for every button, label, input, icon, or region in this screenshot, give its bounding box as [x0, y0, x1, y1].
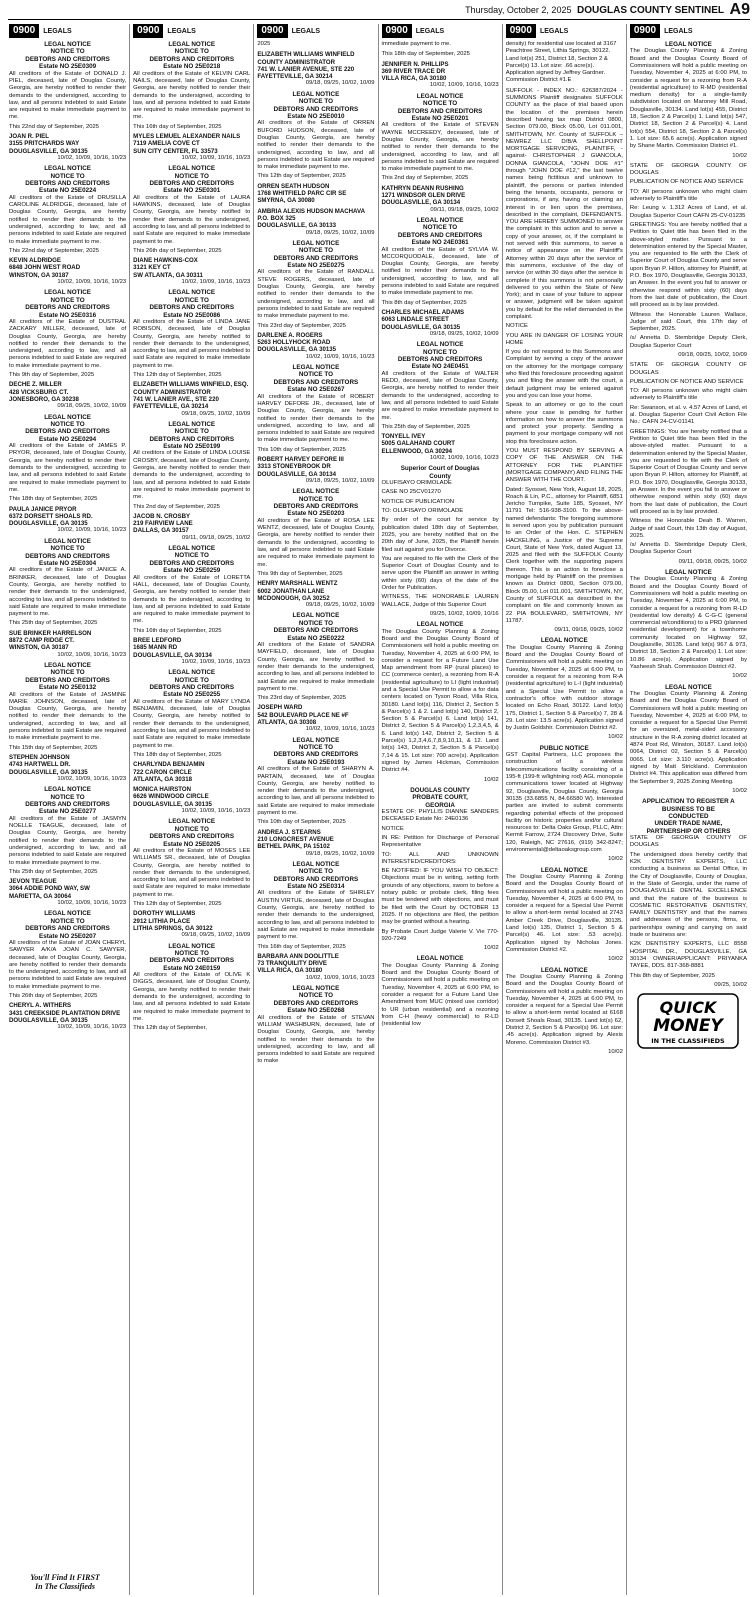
notice-paragraph: The Douglas County Planning & Zoning Board and the Douglas County Board of Commissioners will hold a public meeting on Tuesday, November 4, 2025 at 6:00 PM, to consider a request for a Special Use Permit for an oversized, metal-sided accessory structure in the R-A zoning district located at 4874 Post Rd, Winston, 30187. Land lot(s) 0064, District 02, Section 5 & Parcel(s) 0065. Lot size: 3.110 acre(s). Application signed by Matt Strickland. Commission District #4. This application was differed from the September 9, 2025 Zoning Meeting.	[629, 690, 748, 785]
notice-paragraph: This 12th day of September, 2025	[133, 901, 222, 908]
legal-notice	[382, 217, 499, 338]
notice-paragraph: All creditors of the Estate of JASMINE MARIE JOHNSON, deceased, late of Douglas County, Georgia, are hereby notified to render their demands to the undersigned, according to law, and all persons indebted to said Estate are required to make immediate payment to me.	[9, 691, 127, 742]
notice-paragraph: By order of the court for service by publication dated 18th day of September, 2025, you are hereby notified that on the 20th day of June, 2025, the Plaintiff herein filed suit against you for Divorce.	[381, 517, 499, 553]
notice-paragraph: STATE OF GEORGIA COUNTY OF DOUGLAS	[629, 835, 748, 849]
notice-paragraph: /s/ Annetta D. Stembridge Deputy Clerk, Douglas Superior Court	[629, 335, 748, 349]
notice-paragraph: PUBLICATION OF NOTICE AND SERVICE	[629, 378, 744, 385]
notice-paragraph: Re: Swanson, et al. v. 4.57 Acres of Land, et al. Douglas Superior Court Civil Action File No.: CAFN 24-CV-01141	[629, 404, 748, 426]
notice-paragraph: All creditors of the Estate of LINDA LOUISE CROSBY, deceased, late of Douglas County, Georgia, are hereby notified to render their demands to the undersigned, according to law, and all persons indebted to said Estate are required to make immediate payment to me.	[133, 450, 251, 501]
legal-notice	[257, 91, 374, 205]
logo-word: QUICK	[660, 998, 717, 1018]
section-header	[630, 24, 747, 38]
section-label: LEGALS	[415, 27, 445, 35]
notice-heading: LEGAL NOTICE NOTICE TO DEBTORS AND CREDITORS Estate NO 25E0294	[25, 413, 110, 443]
notice-heading: LEGAL NOTICE NOTICE TO DEBTORS AND CREDITORS Estate NO 24E0159	[149, 942, 235, 972]
notice-signature: KATHRYN DEANN RUSHING 1271 WINDSOR GLEN DRIVE DOUGLASVILLE, GA 30134	[381, 184, 466, 207]
notice-heading: LEGAL NOTICE NOTICE TO DEBTORS AND CREDITORS Estate NO 25E0203	[273, 488, 359, 518]
publication-dates: 09/18, 09/25, 10/02, 10/09	[305, 602, 375, 609]
publication-dates: 10/02, 10/09, 10/16, 10/23	[429, 455, 499, 462]
notice-paragraph: This 8th day of September, 2025	[381, 299, 467, 306]
notice-paragraph: The Douglas County Planning & Zoning Board and the Douglas County Board of Commissioners will hold a public meeting on Tuesday, November 4, 2025 at 6:00 PM, to consider a request for a Future Land Use Amendment from MUC (mixed use corridor) to UR (urban residential) and a rezoning from C-H (heavy commercial) to R-LD (residential low	[381, 962, 499, 1028]
notice-paragraph: All creditors of the Estate of ROSA LEE WENTZ, deceased, late of Douglas County, Georgia, are hereby notified to render their demands to the undersigned, according to law, and all persons indebted to said Estate are required to make immediate payment to me.	[257, 517, 375, 568]
notice-paragraph: All creditors of the Estate of DRUSILLA CAROLINE ALDRIDGE, deceased, late of Douglas County, Georgia, are hereby notified to render their demands to the undersigned, according to law, and all persons indebted to said Estate are required to make immediate payment to me.	[9, 194, 127, 245]
notice-paragraph: All creditors of the Estate of SANDRA MAYFIELD, deceased, late of Douglas County, Georgia, are hereby notified to render their demands to the undersigned, according to law, and all persons indebted to said Estate are required to make immediate payment to me.	[257, 642, 375, 692]
notice-paragraph: All creditors of the Estate of MARY LYNDA BENJAMIN, deceased, late of Douglas County, Georgia, are hereby notified to render their demands to the undersigned, according to law, and all persons indebted to said Estate are required to make immediate payment to me.	[133, 698, 251, 749]
publication-dates: 09/18, 09/25, 10/02, 10/09	[429, 330, 499, 337]
legals-columns	[6, 24, 750, 1595]
legal-notice	[382, 621, 499, 784]
notice-heading: LEGAL NOTICE	[416, 621, 464, 629]
notice-signature: JENNIFER N. PHILLIPS 369 RIVER TRACE DR VILLA RICA, GA 30180	[381, 60, 449, 83]
notice-heading: LEGAL NOTICE NOTICE TO DEBTORS AND CREDITORS Estate NO 24E0451	[397, 341, 483, 371]
notice-paragraph: OLUFISAYO ORIMOLADE	[381, 480, 452, 487]
notice-heading: LEGAL NOTICE NOTICE TO DEBTORS AND CREDITORS Estate NO 25E0201	[397, 92, 483, 122]
notice-paragraph: TO: OLUFISAYO ORIMOLADE	[381, 508, 464, 515]
notice-paragraph: STATE OF GEORGIA COUNTY OF DOUGLAS	[629, 162, 748, 177]
legal-notice	[382, 51, 499, 89]
section-code: 0900	[382, 24, 412, 38]
section-header	[382, 24, 499, 38]
notice-heading: LEGAL NOTICE	[665, 569, 712, 576]
notice-paragraph: You are required to file with the Clerk of the Superior Court of Douglas County and to serve upon the Plaintiff an answer in writing within sixty (60) days of the date of the Order for Publication.	[381, 555, 499, 592]
notice-paragraph: The Douglas County Planning & Zoning Board and the Douglas County Board of Commissioners will hold a public meeting on Tuesday, November 4, 2025 at 6:00 PM, to consider a request for a rezoning from R-A (residential agriculture) to L-I (light industrial) and a Special Use Permit to allow a contractor's office with outdoor storage located on Echo Road, 30122. Land lot(s) 175, District 1, Section 5 & Parcel(s) 7, 28 & 29. Lot size: 13.5 acre(s). Application signed by Justin Goldshir. Commission District #2.	[505, 644, 623, 732]
notice-paragraph: This 25th day of September, 2025	[9, 868, 98, 875]
continued-text: immediate payment to me.	[381, 41, 451, 47]
legal-notice	[630, 798, 747, 989]
notice-paragraph: All creditors of the Estate of LORETTA HALL, deceased, late of Douglas County, Georgia, are hereby notified to render their demands to the undersigned, according to law, and all persons indebted to said Estate are required to make immediate payment to me.	[133, 574, 251, 625]
legal-notice	[382, 465, 499, 618]
notice-paragraph: This 12th day of September, 2025	[133, 372, 222, 379]
notice-paragraph: This 18th day of September, 2025	[381, 51, 470, 58]
notice-paragraph: TO: ALL AND UNKNOWN INTERESTED/CREDITORS:	[381, 851, 499, 865]
notice-paragraph: All creditors of the Estate of SHARYN A. PARTAIN, deceased, late of Douglas County, Georgia, are hereby notified to render their demands to the undersigned, according to law, and all persons indebted to said Estate are required to make immediate payment to me.	[257, 766, 375, 817]
notice-paragraph: All creditors of the Estate of JAMES P. PRYOR, deceased, late of Douglas County, Georgia, are hereby notified to render their demands to the undersigned, according to law, and all persons indebted to said Estate are required to make immediate payment to me.	[9, 443, 127, 493]
legal-notice	[257, 612, 374, 733]
publication-dates: 10/02, 10/09, 10/16, 10/23	[305, 974, 375, 981]
notice-paragraph: NOTICE	[381, 825, 404, 832]
notice-heading: LEGAL NOTICE NOTICE TO DEBTORS AND CREDITORS Estate NO 25E0275	[273, 239, 359, 270]
notice-heading: LEGAL NOTICE NOTICE TO DEBTORS AND CREDITORS Estate NO 25E0316	[25, 289, 110, 319]
legal-notice	[9, 289, 126, 410]
notice-paragraph: All creditors of the Estate of RANDALL STEVE ROGERS, deceased, late of Douglas County, Georgia, are hereby notified to render their demands to the undersigned, according to law, and all persons indebted to said Estate are required to make immediate payment to me.	[257, 269, 375, 320]
publication-dates: 09/11, 09/18, 09/25, 10/02	[430, 206, 499, 213]
notice-paragraph: This 16th day of September, 2025	[133, 123, 222, 130]
notice-paragraph: All creditors of the Estate of JASMYN NOELLE TEAGUE, deceased, late of Douglas County, Georgia, are hereby notified to render their demands to the undersigned, according to law, and all persons indebted to said Estate are required to make immediate payment to me.	[9, 815, 127, 866]
legal-column	[378, 24, 502, 1595]
notice-heading: LEGAL NOTICE NOTICE TO DEBTORS AND CREDITORS Estate NO 25E0218	[149, 41, 235, 71]
legal-notice	[630, 41, 747, 160]
notice-paragraph: SUFFOLK - INDEX NO.: 626387/2024 -SUMMONS Plaintiff designates SUFFOLK COUNTY as the place of trial based upon the location of the premises herein described having tax map District 0800, Section 079.00, Block 05.00, Lot 011.001, SMITHTOWN, NY. County of SUFFOLK – NEWREZ LLC D/B/A SHELLPOINT MORTGAGE SERVICING, PLAINTIFF, - against- CHRISTOPHER J GIANCOLA, DONNA GIANCOLA, "JOHN DOE #1" through "JOHN DOE #12," the last twelve names being fictitious and unknown to plaintiff, the persons or parties intended being the tenants, occupants, persons or corporations, if any, having or claiming an interest in or lien upon the premises, described in the complaint, DEFENDANTS. YOU ARE HEREBY SUMMONED to answer the complaint in this action and to serve a copy of your answer, or, if the complaint is not served with this summons, to serve a notice of appearance on the Plaintiff's Attorney within 20 days after the service of this summons, exclusive of the day of service (or within 30 days after the service is complete if this summons is not personally delivered to you within the State of New York); and in case of your failure to appear or answer, judgment will be taken against you by default for the relief demanded in the complaint.	[505, 87, 623, 320]
publication-dates: 09/18, 09/25, 10/02, 10/09	[305, 229, 375, 236]
publication-dates: 10/02, 10/09, 10/16, 10/23	[57, 279, 127, 286]
legal-notice	[9, 165, 126, 286]
notice-signature: MYLES LEMUEL ALEXANDER NAILS 7119 AMELIA COVE CT SUN CITY CENTER, FL 33573	[133, 133, 241, 155]
legal-notice	[506, 967, 623, 1057]
notice-paragraph: WITNESS, THE HONORABLE LAUREN WALLACE, Judge of this Superior Court	[381, 594, 499, 608]
notice-heading: DOUGLAS COUNTY PROBATE COURT, GEORGIA	[410, 786, 471, 809]
notice-paragraph: CASE NO 25CV01270	[381, 489, 441, 496]
publication-dates: 10/02, 10/09, 10/16, 10/23	[57, 154, 127, 161]
publication-dates: 10/02, 10/09, 10/16, 10/23	[429, 82, 499, 89]
notice-paragraph: YOU MUST RESPOND BY SERVING A COPY OF THE ANSWER ON THE ATTORNEY FOR THE PLAINTIFF (MORTGAGE COMPANY) AND FILING THE ANSWER WITH THE COURT.	[505, 448, 623, 484]
notice-paragraph: All creditors of the Estate of WALTER REDD, deceased, late of Douglas County, Georgia, are hereby notified to render their demands to the undersigned, according to law, and all persons indebted to said Estate are required to make immediate payment to me.	[381, 370, 499, 421]
section-label: LEGALS	[167, 27, 196, 35]
legal-notice	[257, 208, 374, 237]
notice-signature: ANDREA J. STEARNS 210 LONGCREST AVENUE BETHEL PARK, PA 15102	[257, 828, 334, 851]
publication-dates: 10/02	[608, 734, 623, 741]
legal-notice	[133, 41, 250, 162]
notice-paragraph: All creditors of the Estate of SYLVIA W. MCCORQUODALE, deceased, late of Douglas County, Georgia, are hereby notified to render their demands to the undersigned, according to law, and all persons indebted to said Estate are required to make immediate payment to me.	[381, 246, 499, 297]
notice-paragraph: All creditors of the Estate of JOAN CHERYL SAWYER A/K/A JOAN C. SAWYER, deceased, late of Douglas County, Georgia, are hereby notified to render their demands to the undersigned, according to law, and all persons indebted to said Estate are required to make immediate payment to me.	[9, 939, 127, 990]
notice-paragraph: This 12th day of September, 2025	[257, 173, 346, 180]
publication-dates: 10/02	[608, 1048, 623, 1055]
publication-dates: 09/18, 09/25, 10/02, 10/09	[678, 351, 748, 358]
notice-heading: Superior Court of Douglas County	[400, 465, 480, 480]
notice-paragraph: This 23rd day of September, 2025	[257, 695, 347, 702]
notice-heading: LEGAL NOTICE NOTICE TO DEBTORS AND CREDITORS Estate NO 25E0301	[149, 165, 235, 195]
notice-paragraph: This 25th day of September, 2025	[381, 423, 470, 430]
notice-signature: CHARLES MICHAEL ADAMS 6063 LINDALE STREET DOUGLASVILLE, GA 30135	[381, 308, 465, 331]
notice-paragraph: PUBLICATION OF NOTICE AND SERVICE	[629, 179, 744, 186]
legal-column	[6, 24, 129, 1595]
notice-paragraph: GREETINGS: You are hereby notified that a Petition to Quiet title has been filed in the above-styled matter. Pursuant to a determination entered by the Special Master, you are requested to file with the Clerk of Superior Court of Douglas County and serve upon Bryan P. Hilton, attorney for Plaintiff, at P.O. Box 1970, Douglasville, Georgia 30133, an Answer. In the event you fail to answer or otherwise respond within sixty (60) days from the last date of publication, the Court will proceed as is by law provided.	[629, 428, 748, 515]
legal-notice	[133, 421, 250, 542]
legal-notice	[133, 669, 250, 783]
notice-heading: LEGAL NOTICE	[665, 683, 712, 691]
notice-paragraph: All creditors of the Estate of OLIVE K DIGGS, deceased, late of Douglas County, Georgia, are hereby notified to render their demands to the undersigned, according to law, and all persons indebted to said Estate are required to make immediate payment to me.	[133, 972, 251, 1022]
notice-signature: AMBRIA ALEXIS HUDSON MACHAVA P.O. BOX 325 DOUGLASVILLE, GA 30133	[257, 207, 365, 230]
section-label: LEGALS	[664, 27, 693, 35]
notice-paragraph: All creditors of the Estate of SHIRLEY AUSTIN VIRTUE, deceased, late of Douglas County, Georgia, are hereby notified to render their demands to the undersigned, according to law, and all persons indebted to said Estate are required to make immediate payment to me.	[257, 890, 375, 941]
notice-signature: ROBERT HARVEY DEFORE III 3313 STONEYBROOK DR DOUGLASVILLE, GA 30134	[257, 456, 344, 478]
notice-paragraph: This 18th day of September, 2025	[133, 751, 222, 758]
notice-signature: DARLENE A. ROGERS 5263 HOLLYHOCK ROAD DOUGLASVILLE, GA 30135	[257, 331, 337, 354]
notice-paragraph: This 22nd day of September, 2025	[9, 123, 100, 130]
legal-notice	[133, 289, 250, 417]
notice-heading: LEGAL NOTICE NOTICE TO DEBTORS AND CREDITORS Estate NO 25E0207	[25, 910, 110, 940]
notice-signature: CHARLYNDA BENJAMIN 722 CARON CIRCLE ATLANTA, GA 30318	[133, 761, 205, 783]
notice-paragraph: Speak to an attorney or go to the court where your case is pending for further information on how to answer the summons and protect your property. Sending a payment to your mortgage company will not stop this foreclosure action.	[505, 402, 623, 445]
legal-notice	[506, 867, 623, 964]
notice-heading: LEGAL NOTICE NOTICE TO DEBTORS AND CREDITORS Estate NO 25E0259	[149, 545, 235, 575]
notice-paragraph: The Douglas County Planning & Zoning Board and the Douglas County Board of Commissioners will hold a public meeting on Tuesday, November 4, 2025 at 6:00 PM, to consider a request for a Special Use Permit to allow a short-term rental located at 6168 Dorsett Shoals Road, 30135. Land lot(s) 62, District 2, Section 5 & Parcel(s) 96. Lot size: .45 acre(s). Application signed by Alexis Moreno. Commission District #3.	[505, 973, 623, 1046]
publication-dates: 10/02	[608, 856, 623, 863]
section-label: LEGALS	[43, 27, 72, 35]
notice-paragraph: All creditors of the Estate of DONALD J. PIEL, deceased, late of Douglas County, Georgia, are hereby notified to render their demands to the undersigned, according to law, and all persons indebted to said Estate are required to make immediate payment to me.	[9, 70, 127, 121]
legal-notice	[382, 787, 499, 953]
notice-paragraph: This 16th day of September, 2025	[133, 627, 222, 634]
notice-signature: BREE LEDFORD 1685 MANN RD DOUGLASVILLE, GA 30134	[133, 637, 212, 659]
publication-dates: 09/18, 09/25, 10/02, 10/09	[181, 932, 251, 939]
notice-heading: LEGAL NOTICE NOTICE TO DEBTORS AND CREDITORS Estate NO 25E0205	[149, 818, 235, 848]
legal-notice	[133, 818, 250, 939]
notice-signature: DOROTHY WILLIAMS 2912 LITHIA PLACE LITHIA SPRINGS, GA 30122	[133, 910, 213, 932]
classifieds-promo	[10, 1573, 120, 1591]
legal-notice	[506, 745, 623, 864]
notice-heading: LEGAL NOTICE NOTICE TO DEBTORS AND CREDITORS Estate NO 25E0010	[273, 90, 359, 120]
notice-paragraph: All creditors of the Estate of STEVAN WILLIAM WASHBURN, deceased, late of Douglas County, Georgia, are hereby notified to render their demands to the undersigned, according to law, and all persons indebted to said Estate are required to make	[257, 1014, 375, 1065]
notice-signature: JEVON TEAGUE 3064 ADDIE POND WAY, SW MARIETTA, GA 30064	[9, 878, 90, 900]
notice-paragraph: All creditors of the Estate of MOSES LEE WILLIAMS SR., deceased, late of Douglas County, Georgia, are hereby notified to render their demands to the undersigned, according to law, and all persons indebted to said Estate are required to make immediate payment to me.	[133, 847, 251, 898]
notice-signature: JOSEPH WARD 542 BOULEVARD PLACE NE #F ATLANTA, GA 30308	[257, 704, 349, 727]
promo-line: In The Classifieds	[34, 1582, 95, 1591]
publication-dates: 10/02	[732, 787, 748, 794]
notice-paragraph: If you do not respond to this Summons and Complaint by serving a copy of the answer on the attorney for the mortgage company who filed this foreclosure proceeding against you and filing the answer with the court, a default judgment may be entered against you and you can lose your home.	[505, 349, 623, 399]
notice-paragraph: YOU ARE IN DANGER OF LOSING YOUR HOME	[505, 332, 623, 346]
legal-notice	[382, 341, 499, 462]
legal-notice	[133, 786, 250, 815]
notice-heading: LEGAL NOTICE NOTICE TO DEBTORS AND CREDITORS Estate NO 25E0277	[25, 786, 110, 816]
notice-paragraph: This 10th day of September, 2025	[257, 446, 346, 453]
notice-heading: LEGAL NOTICE NOTICE TO DEBTORS AND CREDITORS Estate NO 25E0222	[273, 612, 359, 642]
notice-paragraph: TO: All persons unknown who might claim adversely to Plaintiff's title	[629, 188, 748, 203]
publication-dates: 10/02	[608, 956, 623, 963]
publication-dates: 10/02, 10/09, 10/16, 10/23	[305, 726, 375, 733]
notice-heading: LEGAL NOTICE	[416, 955, 464, 963]
notice-signature: MONICA HAIRSTON 6626 WINDWOOD CIRCLE DOUGLASVILLE, GA 30135	[133, 786, 212, 808]
notice-signature: ELIZABETH WILLIAMS WINFIELD, ESQ. COUNTY ADMINISTRATOR 741 W. LANIER AVE., STE 220 FAYETTEVILLE, GA 30214	[133, 381, 249, 411]
quick-money-logo	[637, 993, 739, 1049]
legal-notice	[257, 985, 374, 1066]
notice-paragraph: NOTICE OF PUBLICATION	[381, 498, 455, 505]
publication-dates: 10/02, 10/09, 10/16, 10/23	[57, 775, 127, 782]
legal-column	[626, 24, 750, 1595]
notice-signature: JOAN R. PIEL 3155 PRITCHARDS WAY DOUGLASVILLE, GA 30135	[9, 133, 88, 155]
notice-paragraph: This 26th day of September, 2025	[9, 993, 98, 1000]
notice-paragraph: /s/ Annetta D. Stembridge Deputy Clerk, Douglas Superior Court	[629, 542, 748, 556]
notice-signature: ELIZABETH WILLIAMS WINFIELD COUNTY ADMINISTRATOR 741 W. LANIER AVENUE, STE 220 FAYETTEVILLE, GA 30214	[257, 51, 355, 81]
publication-dates: 09/11, 09/18, 09/25, 10/02	[678, 558, 748, 565]
publication-dates: 09/18, 09/25, 10/02, 10/09	[305, 80, 375, 87]
logo-word: MONEY	[653, 1016, 724, 1037]
legal-notice	[133, 545, 250, 666]
section-code: 0900	[133, 24, 163, 38]
notice-heading: LEGAL NOTICE	[665, 41, 712, 48]
legal-notice	[630, 569, 747, 681]
legal-notice	[257, 51, 374, 87]
legal-notice	[133, 943, 250, 1033]
notice-paragraph: All creditors of the Estate of ROBERT HARVEY DEFORE JR., deceased, late of Douglas County, Georgia, are hereby notified to render their demands to the undersigned, according to law, and all persons indebted to said Estate are required to make immediate payment to me.	[257, 393, 375, 444]
publication-dates: 10/02, 10/09, 10/16, 10/23	[181, 658, 251, 665]
notice-signature: HENRY MARSHALL WENTZ 6002 JONATHAN LANE MCDONOUGH, GA 30252	[257, 580, 338, 602]
notice-signature: BARBARA ANN DOOLITTLE 73 TRANQUILITY DRIVE VILLA RICA, GA 30180	[257, 952, 339, 975]
page-number: A9	[729, 1, 750, 18]
publication-dates: 10/02	[483, 776, 499, 783]
notice-paragraph: The Douglas County Planning & Zoning Board and the Douglas County Board of Commissioners will hold a public meeting on Tuesday, November 4, 2025 at 6:00 PM, to consider a request for a rezoning from R-A (residential agriculture) to R-MD (residential medium density) for a single-family subdivision located on Maroney Mill Road, Douglasville, 30134. Land lot(s) 455, District 18, Section 2 & Parcel(s) 1. Land lot(s) 547, District 18, Section 2 & Parcel(s) 4. Land lot(s) 554, District 18, Section 2 & Parcel(s) 1. Lot size: 65.6 acre(s). Application signed by Shane Martin. Commission District #1.	[629, 48, 748, 150]
legal-notice	[9, 538, 126, 659]
notice-paragraph: This 26th day of September, 2025	[133, 247, 222, 254]
logo-word: IN THE CLASSIFIEDS	[651, 1037, 726, 1046]
publication-dates: 10/02, 10/09, 10/16, 10/23	[181, 279, 251, 286]
legal-notice	[257, 364, 374, 485]
legal-notice	[630, 684, 747, 796]
publication-dates: 09/18, 09/25, 10/02, 10/09	[305, 477, 375, 484]
notice-paragraph: The undersigned does hereby certify that K2K DENTISTRY EXPERTS, LLC conducting a business as Dental Office, in the City of Douglasville, County of Douglas, in the State of Georgia, under the name of DOUGLASVILLE DENTAL EXCELLENCE and that the nature of the business is COSMETIC RESTORATIVE DENTISTRY, FAMILY DENTISTRY and that the names and addresses of the persons, firms, or partnerships owning and carrying on said trade or business are:	[629, 851, 748, 939]
publication-dates: 09/18, 09/25, 10/02, 10/09	[181, 410, 251, 417]
notice-signature: TONYELL IVEY 5005 GALAHAND COURT ELLENWOOD, GA 30294	[381, 433, 455, 455]
notice-paragraph: Witness the Honorable Lauren Wallace, Judge of said Court, this 17th day of September, 2025.	[629, 311, 748, 333]
notice-heading: LEGAL NOTICE	[540, 866, 588, 874]
notice-paragraph: STATE OF GEORGIA COUNTY OF DOUGLAS	[629, 362, 748, 376]
notice-paragraph: K2K DENTISTRY EXPERTS, LLC 8558 HOSPITAL DR., DOUGLASVILLE, GA 30134 OWNER/APPLICANT: PRIYANKA TAYEE, DDS. 817-368-8881	[629, 941, 748, 970]
publication-dates: 10/02	[732, 152, 748, 159]
notice-heading: LEGAL NOTICE NOTICE TO DEBTORS AND CREDITORS Estate NO 25E0255	[149, 669, 235, 699]
notice-signature: ORREN SEATH HUDSON 1768 WHITFIELD PARC CIR SE SMYRNA, GA 30080	[257, 182, 347, 205]
notice-paragraph: The Douglas County Planning & Zoning Board and the Douglas County Board of Commissioners will hold a public meeting on Tuesday, November 4, 2025 at 6:00 PM, to consider a request for a Future Land Use Map amendment from RP (rural places) to CC (commerce center), a rezoning from R-A (residential agriculture) to LI (light industrial) and a Special Use Permit to allow a for data centers located on Tyson Road, Villa Rica, 30180. Land lot(s) 116, District 2, Section 5 & Parcel(s) 1 & 2. Land lot(s) 140, District 2, Section 5 & Parcel(s) 6. Land lot(s) 141, District 2, Section 5 & Parcel(s) 1,2,3,4,5, & 6. Land lot(s) 142, District 2, Section 5 & Parcel(s) 1,2,3,4,6,7,8,9,10,11, & 12. Land lot(s) 143, District 2, Section 5 & Parcel(s) 7,14 & 15. Lot size: 700 acre(s). Application signed by James Hickman, Commission District #4.	[381, 628, 499, 774]
legal-notice	[506, 637, 623, 741]
notice-paragraph: All creditors of the Estate of LINDA JANE ROBISON, deceased, late of Douglas County, Georgia, are hereby notified to render their demands to the undersigned, according to law, and all persons indebted to said Estate are required to make immediate payment to me.	[133, 319, 251, 369]
notice-heading: LEGAL NOTICE NOTICE TO DEBTORS AND CREDITORS Estate NO 24E0361	[397, 216, 483, 247]
notice-paragraph: This 22nd day of September, 2025	[9, 247, 100, 254]
publication-dates: 09/11, 09/18, 09/25, 10/02	[181, 534, 251, 541]
continued-text: density) for residential use located at 3167 Peachtree Street, Lithia Springs, 30122. Land lot(s) 251, District 18, Section 2 & Parcel(s) 13. Lot size: .66 acre(s). Application signed by Jeffrey Gardner. Commission District #1.E	[505, 41, 617, 84]
legal-notice	[630, 163, 747, 359]
notice-paragraph: All creditors of the Estate of STEVEN WAYNE MCCREEDY, deceased, late of Douglas County, Georgia, are hereby notified to render their demands to the undersigned, according to law, and all persons indebted to said Estate are required to make immediate payment to me.	[381, 122, 499, 173]
legal-notice	[630, 362, 747, 566]
notice-paragraph: ESTATE OF: PHYLLIS DIANNE SANDERS DECEASED Estate No: 24E0136	[381, 809, 499, 823]
notice-signature: DIANE HAWKINS-COX 3121 KEY CT SW ATLANTA, GA 30311	[133, 257, 203, 279]
section-header	[257, 24, 374, 38]
notice-paragraph: This 2nd day of September, 2025	[133, 503, 220, 510]
section-code: 0900	[257, 24, 287, 38]
publication-dates: 10/02	[483, 945, 499, 952]
section-label: LEGALS	[291, 27, 320, 35]
notice-signature: KEVIN ALDRIDGE 6848 JOHN WEST ROAD WINSTON, GA 30187	[9, 257, 81, 279]
notice-signature: STEPHEN JOHNSON 4743 HARTWELL DR. DOUGLASVILLE, GA 30135	[9, 753, 88, 776]
legal-notice	[257, 240, 374, 361]
legal-notice	[9, 910, 126, 1031]
issue-date: Thursday, October 2, 2025	[465, 5, 572, 15]
notice-paragraph: All creditors of the Estate of ORREN BUFORD HUDSON, deceased, late of Douglas County, Georgia, are hereby notified to render their demands to the undersigned, according to law, and all persons indebted to said Estate are required to make immediate payment to me.	[257, 120, 375, 171]
section-header	[133, 24, 250, 38]
notice-paragraph: This 10th day of September, 2025	[257, 819, 346, 826]
legal-notice	[257, 737, 374, 858]
notice-paragraph: This 8th day of September, 2025	[629, 972, 715, 979]
section-code: 0900	[9, 24, 39, 38]
notice-paragraph: IN RE: Petition for Discharge of Personal Representative	[381, 834, 499, 849]
notice-paragraph: This 18th day of September, 2025	[9, 496, 98, 503]
legal-notice	[9, 662, 126, 783]
notice-paragraph: Witness the Honorable Deah B. Warren, Judge of said Court, this 13th day of August, 2025.	[629, 518, 748, 539]
legal-notice	[9, 414, 126, 535]
legal-notice	[382, 93, 499, 214]
legal-column	[502, 24, 626, 1595]
notice-heading: LEGAL NOTICE NOTICE TO DEBTORS AND CREDITORS Estate NO 25E0193	[273, 736, 359, 766]
continued-text: 2025	[257, 41, 271, 47]
notice-heading: LEGAL NOTICE NOTICE TO DEBTORS AND CREDITORS Estate NO 25E0199	[149, 420, 235, 451]
publication-dates: 10/02	[732, 673, 748, 680]
notice-heading: LEGAL NOTICE NOTICE TO DEBTORS AND CREDITORS Estate NO 25E0086	[149, 289, 235, 319]
notice-paragraph: The Douglas County Planning & Zoning Board and the Douglas County Board of Commissioners will hold a public meeting on Tuesday, November 4, 2025 at 6:00 PM, to consider a request for a Special Use Permit to allow a short-term rental located at 2743 Amber Creek Drive, Douglasville, 30135. Land lot(s) 135, District 1, Section 5 & Parcel(s) 46. Lot size: .53 acre(s). Application signed by Nicholas Jones. Commission District #2.	[505, 873, 623, 953]
masthead	[8, 0, 750, 20]
notice-signature: SUE BRINKER HARRELSON 8872 CAMP RIDGE CT. WINSTON, GA 30187	[9, 629, 92, 652]
notice-paragraph: All creditors of the Estate of KELVIN CARL NAILS, deceased, late of Douglas County, Georgia, are hereby notified to render their demands to the undersigned, according to law, and all persons indebted to said Estate are required to make immediate payment to me.	[133, 70, 251, 121]
notice-paragraph: BE NOTIFIED: IF YOU WISH TO OBJECT: Objections must be in writing, setting forth grounds of any objections, sworn to before a notary public or probate clerk, filing fees must be tendered with objections, and must be filed with the Court by OCTOBER 13 2025. If no objections are filed, the petition may be granted without a hearing.	[381, 868, 499, 926]
notice-paragraph: This 12th day of September,	[133, 1025, 207, 1032]
notice-paragraph: GST Capital Partners, LLC proposes the construction of a wireless telecommunications facility consisting of a 195-ft (199-ft w/lightning rod) AGL monopole communications tower located at Highway 92, Douglasville, Douglas County, Georgia 30135 (33.6855 N, 84.66580 W). Interested parties are invited to submit comments regarding potential effects of the proposed facility on historic properties and/or cultural resources to: Delta Oaks Group, PLLC, Attn: Kermit Farrow, 2724 Discovery Drive, Suite 120, Raleigh, NC 27616, (919) 342-8247; environmental@deltaoaksgroup.com	[505, 752, 623, 853]
publication-dates: 10/02, 10/09, 10/16, 10/23	[181, 154, 251, 161]
notice-heading: APPLICATION TO REGISTER A BUSINESS TO BE CONDUCTED UNDER TRADE NAME, PARTNERSHIP OR OTHERS	[642, 798, 735, 835]
section-header	[506, 24, 623, 38]
notice-paragraph: All creditors of the Estate of DUSTRAL ZACKARY MILLER, deceased, late of Douglas County, Georgia, are hereby notified to render their demands to the undersigned, according to law, and all persons indebted to said Estate are required to make immediate payment to me.	[9, 319, 127, 369]
notice-paragraph: Re: Leung v. 1.312 Acres of Land, et al. Douglas Superior Court CAFN 25-CV-01235	[629, 205, 748, 219]
notice-paragraph: All creditors of the Estate of JANICE A. BRINKER, deceased, late of Douglas County, Georgia, are hereby notified to render their demands to the undersigned, according to law, and all persons indebted to said Estate are required to make immediate payment to me.	[9, 567, 127, 618]
publication-dates: 09/18, 09/25, 10/02, 10/09	[305, 850, 375, 857]
publication-name: DOUGLAS COUNTY SENTINEL	[576, 5, 725, 16]
notice-paragraph: This 16th day of September, 2025	[257, 943, 346, 950]
publication-dates: 09/25, 10/02	[714, 981, 748, 988]
notice-heading: LEGAL NOTICE NOTICE TO DEBTORS AND CREDITORS Estate NO 25E0267	[273, 364, 359, 394]
publication-dates: 10/02, 10/09, 10/16, 10/23	[181, 808, 251, 815]
notice-heading: LEGAL NOTICE NOTICE TO DEBTORS AND CREDITORS Estate NO 25E0224	[25, 165, 110, 195]
legal-column	[129, 24, 253, 1595]
notice-paragraph: TO: All persons unknown who might claim adversely to Plaintiff's title	[629, 388, 748, 402]
publication-dates: 10/02, 10/09, 10/16, 10/23	[57, 900, 127, 907]
notice-paragraph: This 9th day of September, 2025	[9, 372, 95, 379]
notice-paragraph: This 15th day of September, 2025	[9, 744, 98, 751]
promo-line: You'll Find It FIRST	[30, 1573, 100, 1582]
publication-dates: 10/02, 10/09, 10/16, 10/23	[57, 651, 127, 658]
notice-heading: LEGAL NOTICE NOTICE TO DEBTORS AND CREDITORS Estate NO 25E0314	[273, 860, 359, 891]
notice-paragraph: NOTICE	[505, 323, 528, 330]
notice-paragraph: This 25th day of September, 2025	[9, 620, 98, 627]
notice-paragraph: This 9th day of September, 2025	[257, 570, 343, 577]
legal-column	[253, 24, 377, 1595]
notice-heading: LEGAL NOTICE	[540, 966, 588, 974]
legal-notice	[257, 488, 374, 609]
legal-notice	[382, 955, 499, 1028]
section-label: LEGALS	[539, 27, 569, 35]
notice-signature: PAULA JANICE PRYOR 6372 DORSETT SHOALS RD. DOUGLASVILLE, GA 30135	[9, 505, 93, 528]
legal-notice	[506, 88, 623, 635]
publication-dates: 10/02, 10/09, 10/16, 10/23	[57, 1024, 127, 1031]
notice-paragraph: By Probate Court Judge Valerie V. Vie 770-920-7249	[381, 928, 499, 942]
notice-signature: DECHE Z. MILLER 428 VICKSBURG CT. JONESBORO, GA 30238	[9, 381, 79, 403]
notice-heading: LEGAL NOTICE NOTICE TO DEBTORS AND CREDITORS Estate NO 25E0309	[25, 41, 110, 71]
publication-dates: 10/02, 10/09, 10/16, 10/23	[305, 353, 375, 360]
notice-heading: LEGAL NOTICE NOTICE TO DEBTORS AND CREDITORS Estate NO 25E0268	[273, 984, 359, 1015]
publication-dates: 09/11, 09/18, 09/25, 10/02	[554, 627, 623, 634]
legal-notice	[9, 41, 126, 162]
section-code: 0900	[506, 24, 536, 38]
notice-paragraph: Dated: Syosset, New York, August 18, 2025, Roach & Lin, P.C., attorney for Plaintiff, 6851 Jericho Turnpike, Suite 185, Syosset, NY 11791 Tel: 516-938-3100. To the above-named defendants: The foregoing summons is served upon you by publication pursuant to an Order of the Hon. C. STEPHEN HACKELING, a Justice of the Supreme Court, State of New York, dated August 13, 2025 and filed with the SUFFOLK County Clerk together with the supporting papers thereon. This is an action to foreclose a mortgage held by Plaintiff on the premises known as District 0800, Section 079.00, Block 05.00, Lot 011.001, SMITHTOWN, NY, County of SUFFOLK as described in the complaint on file and commonly known as 22 PIA BOULEVARD, SMITHTOWN, NY 11787.	[505, 486, 623, 624]
notice-paragraph: This 23rd day of September, 2025	[257, 322, 347, 329]
notice-heading: PUBLIC NOTICE	[539, 744, 589, 752]
publication-dates: 09/18, 09/25, 10/02, 10/09	[57, 403, 127, 410]
notice-heading: LEGAL NOTICE NOTICE TO DEBTORS AND CREDITORS Estate NO 25E0304	[25, 537, 110, 567]
notice-signature: CHERYL A. WITHERS 3431 CREEKSIDE PLANTATION DRIVE DOUGLASVILLE, GA 30135	[9, 1002, 121, 1024]
legal-notice	[257, 861, 374, 982]
notice-paragraph: All creditors of the Estate of LAURA HAWKINS, deceased, late of Douglas County, Georgia, are hereby notified to render their demands to the undersigned, according to law, and all persons indebted to said Estate are required to make immediate payment to me.	[133, 194, 251, 245]
notice-heading: LEGAL NOTICE NOTICE TO DEBTORS AND CREDITORS Estate NO 25E0132	[25, 661, 110, 692]
notice-signature: JACOB N. CROSBY 219 FAIRVIEW LANE DALLAS, GA 30157	[133, 512, 193, 535]
notice-paragraph: The Douglas County Planning & Zoning Board and the Douglas County Board of Commissioners will hold a public meeting on Tuesday, November 4, 2025 at 6:00 PM, to consider a request for a rezoning from R-LD (residential low density) & C-G-C (general commercial w/conditions) to a PRD (planned residential development) for a townhome community located on Highway 92, Douglasville, 30135. Land lot(s) 967 & 973, District 18, Section 2 & Parcel(s) 1. Lot size: 10.86 acre(s). Application signed by Yasheesh Shah. Commission District #2.	[629, 576, 748, 670]
section-code: 0900	[630, 24, 660, 38]
section-header	[9, 24, 126, 38]
notice-paragraph: This 2nd day of September, 2025	[381, 175, 469, 182]
legal-notice	[133, 165, 250, 286]
notice-paragraph: GREETINGS: You are hereby notified that a Petition to Quiet title has been filed in the above-styled matter. Pursuant to a determination entered by the Special Master, you are requested to file with the Clerk of Superior Court of Douglas County and serve upon Bryan P. Hilton, attorney for Plaintiff, at P.O. Box 1970, Douglasville, Georgia 30133, an Answer. In the event you fail to answer or otherwise respond within sixty (60) days from the last date of publication, the Court will proceed as is by law provided.	[629, 221, 748, 309]
publication-dates: 09/25, 10/02, 10/09, 10/16	[429, 610, 499, 617]
notice-heading: LEGAL NOTICE	[540, 637, 588, 645]
legal-notice	[9, 786, 126, 907]
publication-dates: 10/02, 10/09, 10/16, 10/23	[57, 527, 127, 534]
